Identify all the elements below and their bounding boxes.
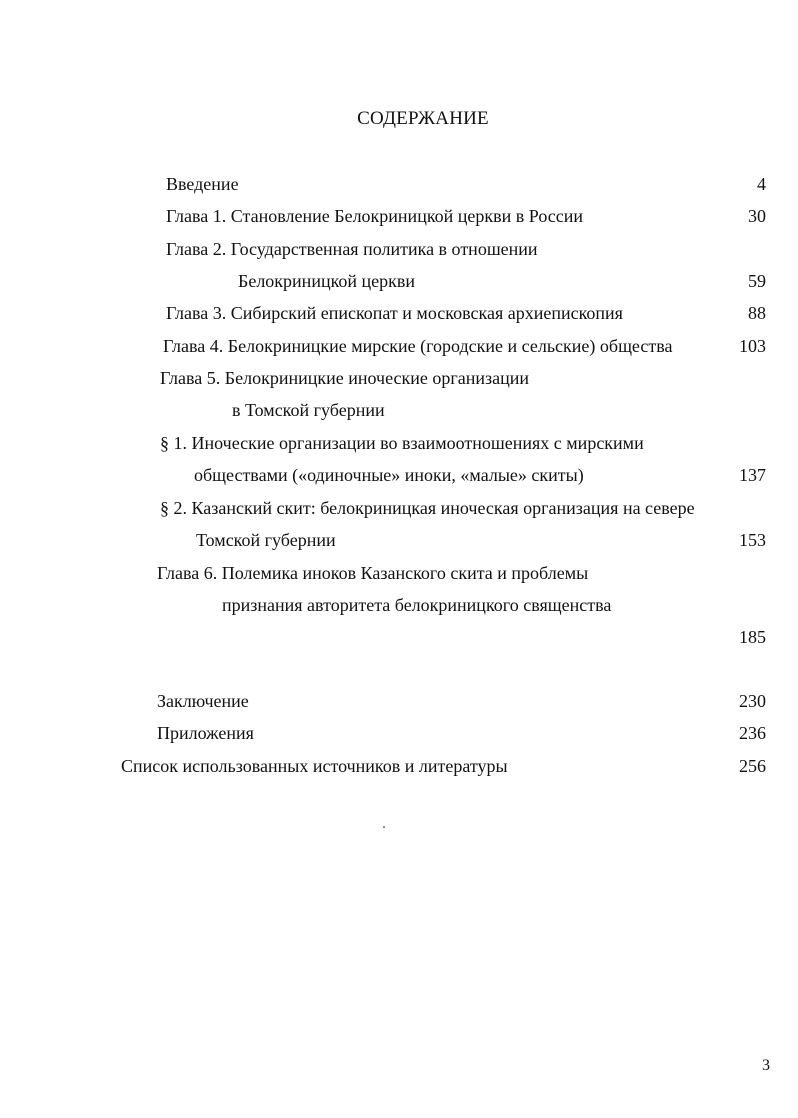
toc-entry-section-2: § 2. Казанский скит: белокриницкая иноческая организация на севере xyxy=(160,498,695,518)
toc-entry-chapter-6-cont: признания авторитета белокриницкого священства xyxy=(222,595,612,615)
toc-entry-chapter-4: Глава 4. Белокриницкие мирские (городские и сельские) общества xyxy=(163,336,673,356)
toc-entry-bibliography: Список использованных источников и литературы xyxy=(121,756,508,776)
toc-page-introduction: 4 xyxy=(757,174,766,194)
page-number: 3 xyxy=(762,1057,770,1074)
page-title: СОДЕРЖАНИЕ xyxy=(357,108,489,129)
toc-entry-chapter-2: Глава 2. Государственная политика в отношении xyxy=(166,239,538,259)
toc-page-conclusion: 230 xyxy=(739,691,766,711)
toc-entry-conclusion: Заключение xyxy=(157,691,249,711)
toc-page-section-1: 137 xyxy=(739,465,766,485)
toc-page-chapter-3: 88 xyxy=(748,303,766,323)
toc-page-chapter-2: 59 xyxy=(748,271,766,291)
toc-page-chapter-1: 30 xyxy=(748,206,766,226)
toc-entry-chapter-3: Глава 3. Сибирский епископат и московская архиепископия xyxy=(166,303,623,323)
toc-entry-section-2-cont: Томской губернии xyxy=(196,530,336,550)
toc-page-chapter-6: 185 xyxy=(739,627,766,647)
toc-entry-chapter-2-cont: Белокриницкой церкви xyxy=(238,271,416,291)
toc-page-section-2: 153 xyxy=(739,530,766,550)
toc-entry-section-1-cont: обществами («одиночные» иноки, «малые» скиты) xyxy=(194,465,584,485)
toc-page-bibliography: 256 xyxy=(739,756,766,776)
toc-entry-chapter-1: Глава 1. Становление Белокриницкой церкви в России xyxy=(166,206,584,226)
toc-entry-appendices: Приложения xyxy=(157,723,254,743)
toc-entry-chapter-5: Глава 5. Белокриницкие иноческие организации xyxy=(160,368,530,388)
toc-entry-chapter-6: Глава 6. Полемика иноков Казанского скита и проблемы xyxy=(157,563,589,583)
toc-entry-section-1: § 1. Иноческие организации во взаимоотношениях с мирскими xyxy=(160,433,644,453)
toc-page-appendices: 236 xyxy=(739,723,766,743)
toc-page-chapter-4: 103 xyxy=(739,336,766,356)
toc-entry-chapter-5-cont: в Томской губернии xyxy=(232,400,385,420)
toc-entry-introduction: Введение xyxy=(166,174,239,194)
scan-speck xyxy=(383,826,385,828)
